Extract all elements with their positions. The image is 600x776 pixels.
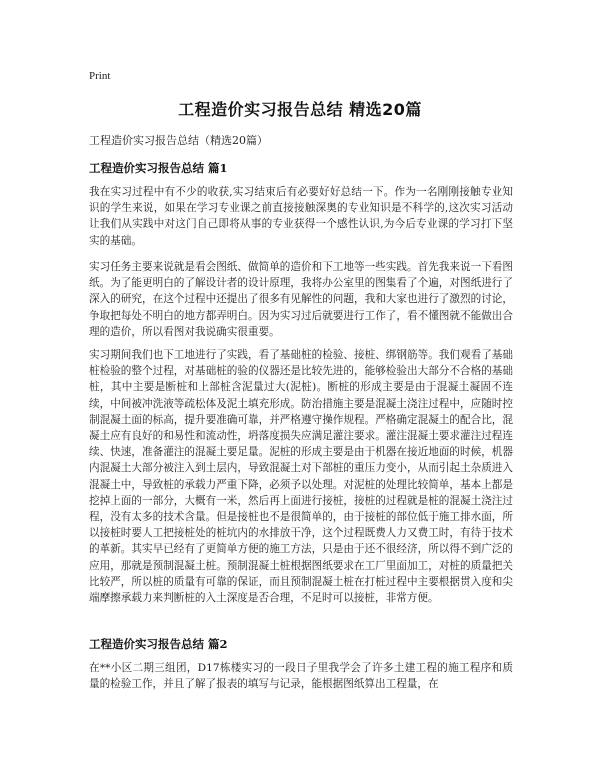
section-1-paragraph-3: 实习期间我们也下工地进行了实践，看了基础桩的检验、接桩、绑钢筋等。我们观看了基础桩检验的整个过程，对基础桩的验的仪器还是比较先进的，能够检验出大部分不合格的基础桩，其中主要是断桩和上部桩含泥量过大(泥桩)。断桩的形成主要是由于混凝土凝固不连续，中间被冲洗液等疏松体及泥土填充形成。防治措施主要是混凝土浇注过程中，应随时控制混凝土面的标高，提升要准确可靠，并严格遵守操作规程。严格确定混凝土的配合比，混凝土应有良好的和易性和流动性，坍落度损失应满足灌注要求。灌注混凝土要求灌注过程连续、快速，准备灌注的混凝土要足量。泥桩的形成主要是由于机器在接近地面的时候，机器内混凝土大部分被注入到土层内，导致混凝土对下部桩的重压力变小，从而引起土杂质进入混凝土中，导致桩的承载力严重下降，必须予以处理。对泥桩的处理比较简单，基本上都是挖掉上面的一部分，大概有一米，然后再上面进行接桩，接桩的过程就是桩的混凝土浇注过程，没有太多的技术含量。但是接桩也不是很简单的，由于接桩的部位低于施工排水面，所以接桩时要人工把接桩处的桩坑内的水排放干净，这个过程既费人力又费工时，有待于技术的革新。其实早已经有了更简单方便的施工方法，只是由于还不很经济，所以得不到广泛的应用，那就是预制混凝土桩。预制混凝土桩根据图纸要求在工厂里面加工，对桩的质量把关比较严，所以桩的质量有可靠的保证，而且预制混凝土桩在打桩过程中主要根据贯入度和尖端摩擦承载力来判断桩的入土深度是否合理，不足时可以接桩，非常方便。	[89, 349, 513, 605]
page-title: 工程造价实习报告总结 精选20篇	[178, 100, 422, 119]
section-1-paragraph-1: 我在实习过程中有不少的收获,实习结束后有必要好好总结一下。作为一名刚刚接触专业知识的学生来说，如果在学习专业课之前直接接触深奥的专业知识是不科学的,这次实习活动让我们从实践中对这门自己即将从事的专业获得一个感性认识,为今后专业课的学习打下坚实的基础。	[89, 186, 513, 247]
document-subtitle: 工程造价实习报告总结（精选20篇）	[89, 134, 268, 147]
section-1-paragraph-2: 实习任务主要来说就是看会图纸、做简单的造价和下工地等一些实践。首先我来说一下看图纸。为了能更明白的了解设计者的设计原理，我将办公室里的图集看了个遍，对图纸进行了深入的研究，在这个过程中还提出了很多有见解性的问题，我和大家也进行了激烈的讨论，争取把每处不明白的地方都弄明白。因为实习过后就要进行工作了，看不懂图就不能做出合理的造价，所以看图对我说确实很重要。	[89, 261, 513, 338]
section-heading-1: 工程造价实习报告总结 篇1	[89, 161, 228, 175]
section-2-paragraph-1: 在**小区二期三组团，D17栋楼实习的一段日子里我学会了许多土建工程的施工程序和质量的检验工作，并且了解了报表的填写与记录，能根据图纸算出工程量，在	[89, 662, 513, 691]
section-heading-2: 工程造价实习报告总结 篇2	[89, 637, 228, 651]
print-link[interactable]: Print	[89, 70, 111, 82]
